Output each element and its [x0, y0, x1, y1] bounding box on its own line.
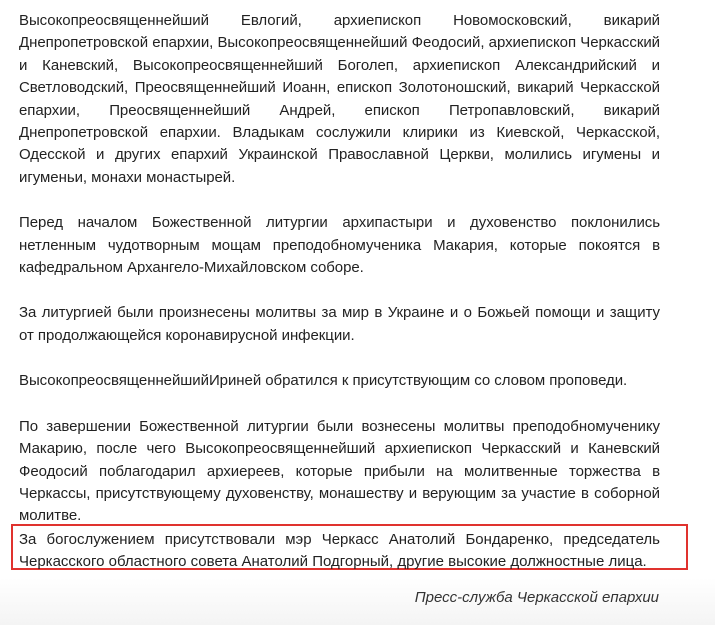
highlighted-paragraph: За богослужением присутствовали мэр Черкасс Анатолий Бондаренко, председатель Черкасского областного совета Анатолий Подгорный, другие высокие должностные лица. — [19, 531, 660, 571]
article-paragraph-sermon: ВысокопреосвященнейшийИриней обратился к присутствующим со словом проповеди. — [19, 372, 628, 390]
article-paragraph-thanks: По завершении Божественной литургии были вознесены молитвы преподобномученику Макарию, после чего Высокопреосвященнейший архиепископ Черкасский и Каневский Феодосий поблагодарил архиереев, которые прибыли на молитвенные торжества в Черкассы, присутствующему духовенству, монашеству и верующим за участие в соборной молитве. — [19, 417, 660, 525]
article-body — [19, 10, 660, 551]
article-paragraph-prayers: За литургией были произнесены молитвы за мир в Украине и о Божьей помощи и защиту от продолжающейся коронавирусной инфекции. — [19, 304, 660, 344]
article-paragraph-relics: Перед началом Божественной литургии архипастыри и духовенство поклонились нетленным чудотворным мощам преподобномученика Макария, которые покоятся в кафедральном Архангело-Михайловском соборе. — [19, 214, 660, 277]
article-paragraph-hierarchs: Высокопреосвященнейший Евлогий, архиепископ Новомосковский, викарий Днепропетровской епархии, Высокопреосвященнейший Феодосий, архиепископ Черкасский и Каневский, Высокопреосвященнейший Боголеп, архиепископ Александрийский и Светловодский, Преосвященнейший Иоанн, епископ Золотоношский, викарий Черкасской епархии, Преосвященнейший Андрей, епископ Петропавловский, викарий Днепропетровской епархии. Владыкам сослужили клирики из Киевской, Черкасской, Одесской и других епархий Украинской Православной Церкви, молились игумены и игуменьи, монахи монастырей. — [19, 12, 660, 186]
press-service-signature: Пресс-служба Черкасской епархии — [414, 589, 659, 606]
